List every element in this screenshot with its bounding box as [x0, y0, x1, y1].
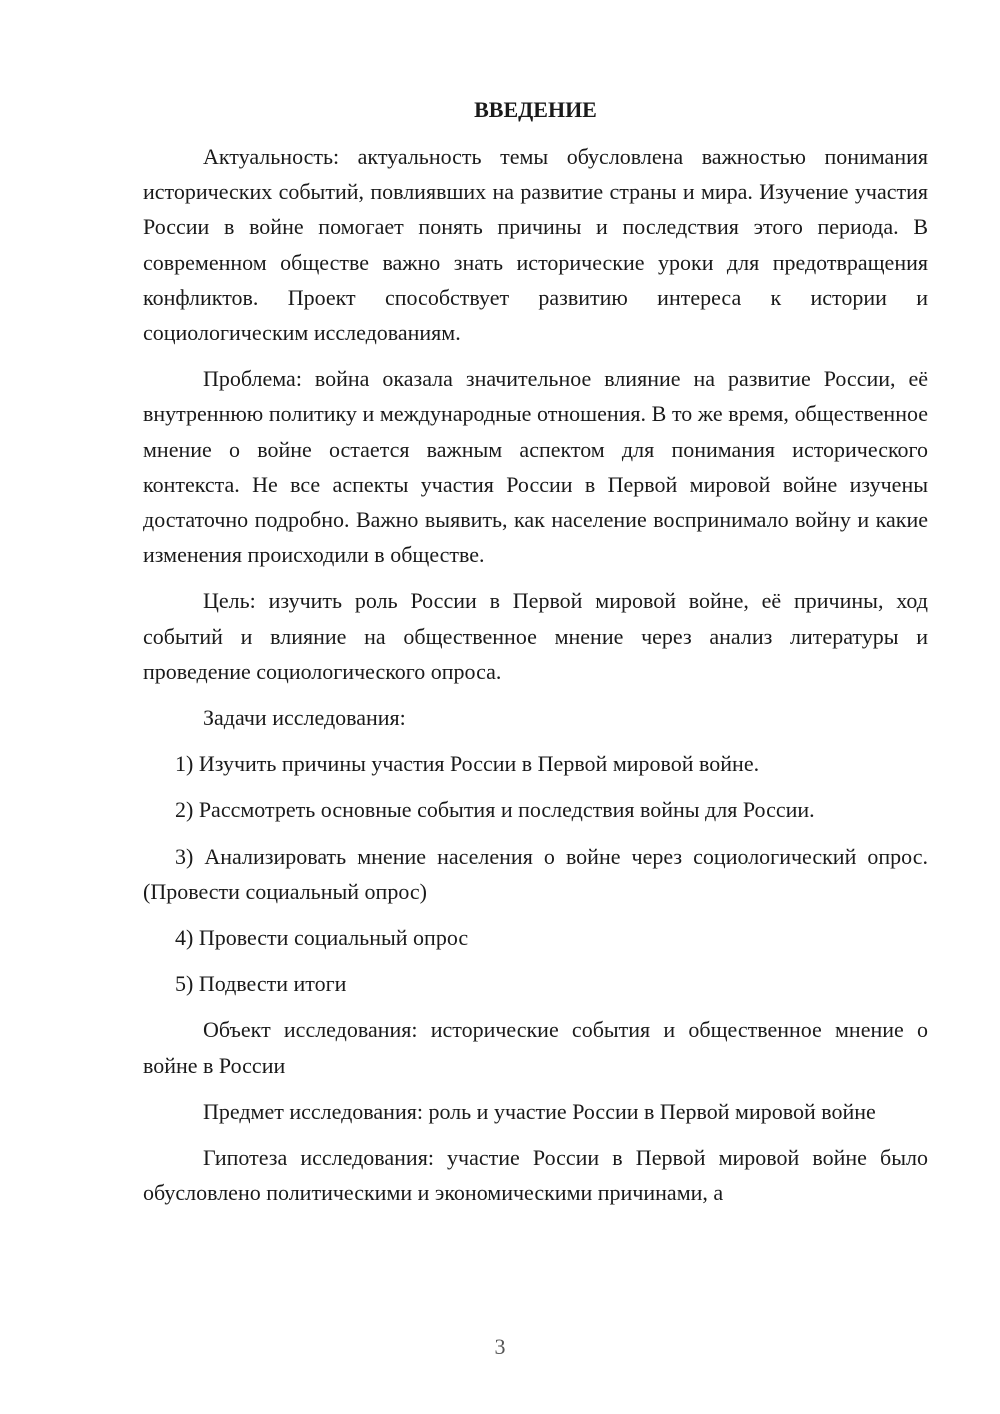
paragraph-subject: Предмет исследования: роль и участие России в Первой мировой войне — [203, 1098, 876, 1124]
list-item: 1) Изучить причины участия России в Первой мировой войне. — [175, 751, 760, 777]
paragraph-object: Объект исследования: исторические события и общественное мнение о войне в России — [143, 1017, 928, 1078]
list-item: 4) Провести социальный опрос — [175, 925, 469, 951]
list-item: 3) Анализировать мнение населения о войне через социологический опрос. (Провести социальный опрос) — [143, 843, 928, 904]
paragraph-goal: Цель: изучить роль России в Первой мировой войне, её причины, ход событий и влияние на общественное мнение через анализ литературы и проведение социологического опроса. — [143, 588, 928, 684]
document-page — [143, 94, 928, 1221]
list-item: 2) Рассмотреть основные события и последствия войны для России. — [175, 797, 815, 823]
paragraph-problem: Проблема: война оказала значительное влияние на развитие России, её внутреннюю политику и международные отношения. В то же время, общественное мнение о войне остается важным аспектом для понимания исторического контекста. Не все аспекты участия России в Первой мировой войне изучены достаточно подробно. Важно выявить, как население воспринимало войну и какие изменения происходили в обществе. — [143, 366, 928, 568]
paragraph-tasks-heading: Задачи исследования: — [203, 705, 406, 731]
paragraph-relevance: Актуальность: актуальность темы обусловлена важностью понимания исторических событий, повлиявших на развитие страны и мира. Изучение участия России в войне помогает понять причины и последствия этого периода. В современном обществе важно знать исторические уроки для предотвращения конфликтов. Проект способствует развитию интереса к истории и социологическим исследованиям. — [143, 144, 928, 346]
list-item: 5) Подвести итоги — [175, 971, 347, 997]
page-number: 3 — [494, 1334, 506, 1359]
page-title: ВВЕДЕНИЕ — [474, 97, 597, 122]
paragraph-hypothesis: Гипотеза исследования: участие России в Первой мировой войне было обусловлено политическими и экономическими причинами, а — [143, 1145, 928, 1206]
